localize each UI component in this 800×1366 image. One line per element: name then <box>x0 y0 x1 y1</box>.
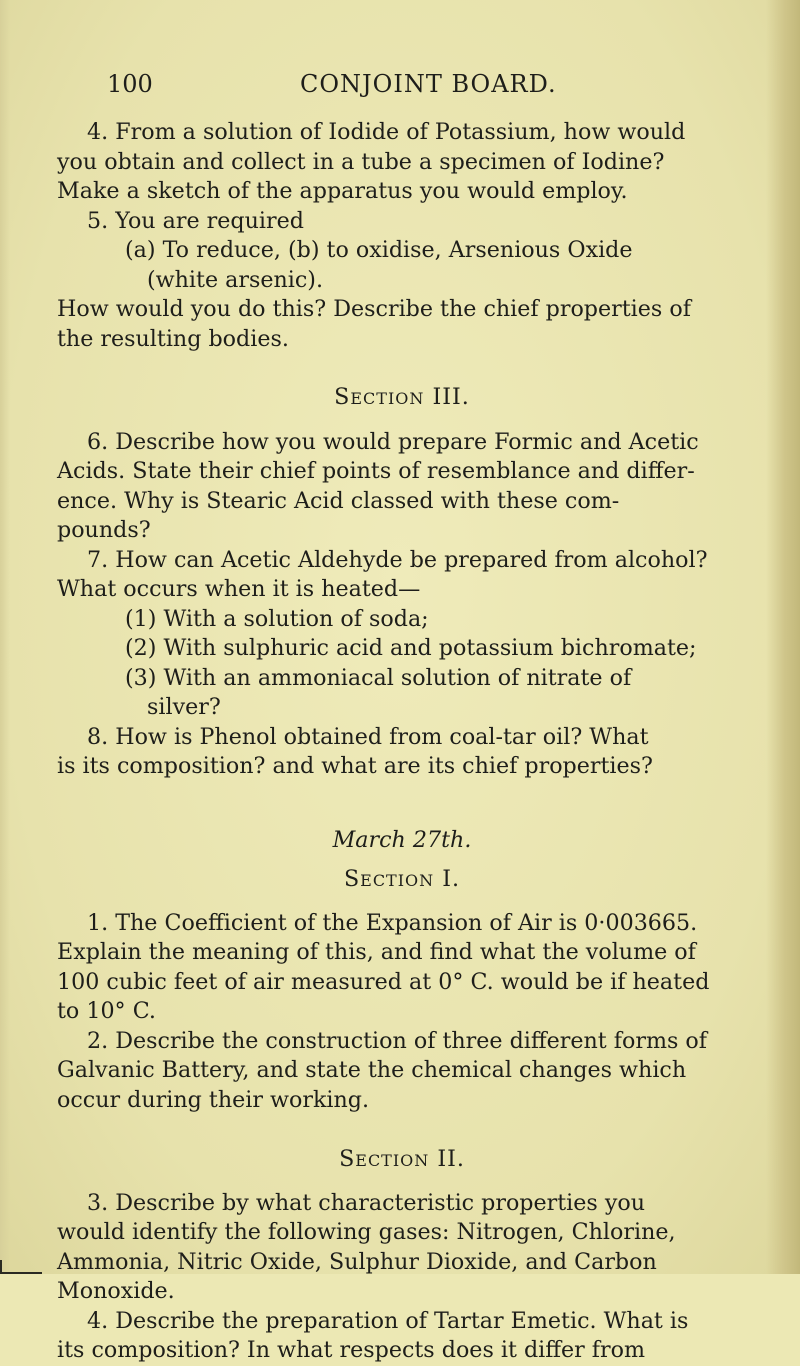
question-7-item-2: (2) With sulphuric acid and potassium bichromate; <box>125 635 697 661</box>
question-5-line-5: the resulting bodies. <box>57 325 289 352</box>
question-3-line-3: Ammonia, Nitric Oxide, Sulphur Dioxide, and Carbon <box>57 1248 657 1275</box>
question-4b-line-1: 4. Describe the preparation of Tartar Emetic. What is <box>87 1307 689 1334</box>
page-header <box>57 70 747 104</box>
section-iii-heading: Section III. <box>334 384 470 410</box>
section-ii-heading: Section II. <box>339 1146 465 1172</box>
running-title: CONJOINT BOARD. <box>300 70 557 98</box>
question-4b-line-2: its composition? In what respects does it differ from <box>57 1337 646 1363</box>
question-8-line-1: 8. How is Phenol obtained from coal-tar oil? What <box>87 723 649 750</box>
page-number: 100 <box>107 70 153 98</box>
question-1-line-3: 100 cubic feet of air measured at 0° C. would be if heated <box>57 968 710 995</box>
question-3-line-2: would identify the following gases: Nitrogen, Chlorine, <box>57 1219 676 1245</box>
page-corner-mark <box>0 1260 42 1274</box>
question-1-line-1: 1. The Coefficient of the Expansion of Air is 0·003665. <box>87 909 698 936</box>
question-3-line-4: Monoxide. <box>57 1278 175 1304</box>
question-6-line-2: Acids. State their chief points of resemblance and differ- <box>57 458 695 484</box>
question-5-line-3: (white arsenic). <box>147 266 324 293</box>
question-2-line-1: 2. Describe the construction of three different forms of <box>87 1027 708 1054</box>
question-7-item-3: (3) With an ammoniacal solution of nitrate of <box>125 664 632 691</box>
question-4-line-2: you obtain and collect in a tube a specimen of Iodine? <box>57 148 665 175</box>
question-8-line-2: is its composition? and what are its chief properties? <box>57 753 653 779</box>
section-i-heading: Section I. <box>343 866 461 892</box>
question-1-line-2: Explain the meaning of this, and find what the volume of <box>57 939 696 965</box>
question-3-line-1: 3. Describe by what characteristic properties you <box>87 1189 646 1216</box>
question-7-line-1: 7. How can Acetic Aldehyde be prepared from alcohol? <box>87 546 708 573</box>
question-6-line-4: pounds? <box>57 517 151 543</box>
page-gutter-shadow <box>0 0 10 1274</box>
page-body <box>57 118 747 1366</box>
question-7-item-1: (1) With a solution of soda; <box>125 605 429 632</box>
page-edge-shadow <box>766 0 800 1274</box>
exam-date: March 27th. <box>332 826 472 853</box>
question-5-line-1: 5. You are required <box>87 207 304 234</box>
question-2-line-2: Galvanic Battery, and state the chemical changes which <box>57 1057 687 1083</box>
question-6-line-3: ence. Why is Stearic Acid classed with these com- <box>57 487 620 514</box>
question-6-line-1: 6. Describe how you would prepare Formic and Acetic <box>87 428 699 455</box>
question-5-line-4: How would you do this? Describe the chief properties of <box>57 296 691 322</box>
question-7-item-3-continued: silver? <box>147 694 221 720</box>
question-1-line-4: to 10° C. <box>57 998 156 1024</box>
question-4-line-3: Make a sketch of the apparatus you would employ. <box>57 178 628 204</box>
question-5-line-2: (a) To reduce, (b) to oxidise, Arsenious Oxide <box>125 237 633 263</box>
question-7-line-2: What occurs when it is heated— <box>57 576 421 602</box>
question-4-line-1: 4. From a solution of Iodide of Potassium, how would <box>87 119 686 145</box>
question-2-line-3: occur during their working. <box>57 1086 370 1113</box>
